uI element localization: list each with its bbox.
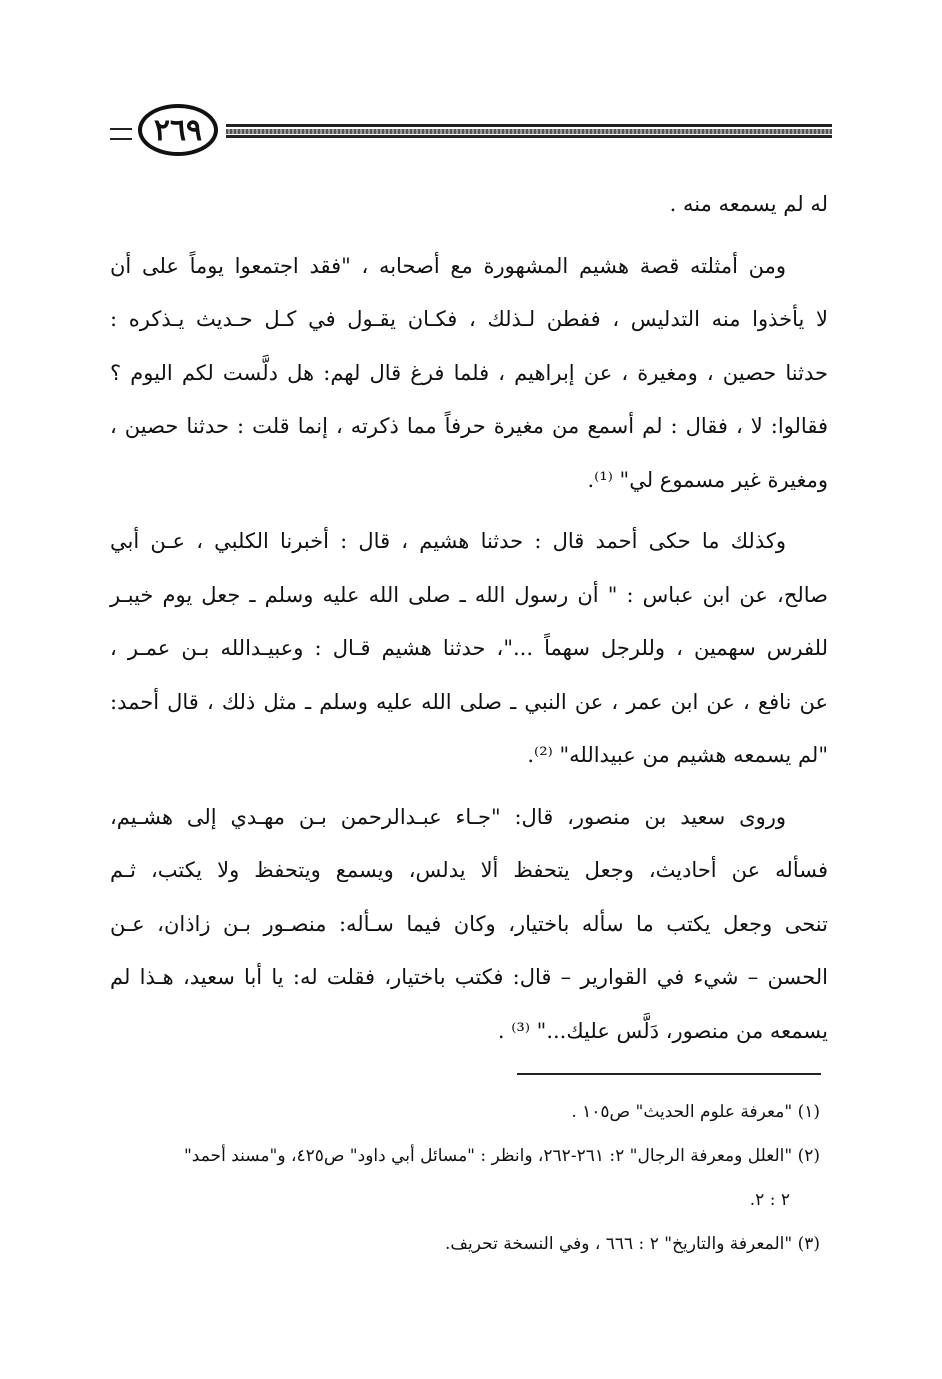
footnotes (110, 1090, 820, 1266)
text-line: له لم يسمعه منه . (669, 192, 828, 216)
main-text (110, 178, 828, 1058)
footnote: (١) "معرفة علوم الحديث" ص١٠٥ . (571, 1102, 820, 1122)
text-line: حدثنا حصين ، ومغيرة ، عن إبراهيم ، فلما فرغ قال لهم: هل دلَّست لكم اليوم ؟ (110, 360, 828, 385)
footnote: (٢) "العلل ومعرفة الرجال" ٢: ٢٦١-٢٦٢، وانظر : "مسائل أبي داود" ص٤٢٥، و"مسند أحمد" (183, 1146, 820, 1166)
footnote-continuation: ٢ : ٢. (749, 1190, 790, 1210)
header-rule-short (110, 128, 132, 140)
page-number: ٢٦٩ (153, 112, 203, 148)
header-rule-long (226, 124, 832, 138)
text-line: فقالوا: لا ، فقال : لم أسمع من مغيرة حرفاً مما ذكرته ، إنما قلت : حدثنا حصين ، (110, 414, 828, 438)
text-line: ومن أمثلته قصة هشيم المشهورة مع أصحابه ، "فقد اجتمعوا يوماً على أن (110, 253, 786, 278)
text-line: يسمعه من منصور، دَلَّس عليك..." ⁽³⁾ . (497, 1018, 828, 1043)
footnote: (٣) "المعرفة والتاريخ" ٢ : ٦٦٦ ، وفي النسخة تحريف. (445, 1234, 820, 1254)
text-line: للفرس سهمين ، وللرجل سهماً ..."، حدثنا هشيم قـال : وعبيـدالله بـن عمـر ، (110, 636, 828, 660)
text-line: فسأله عن أحاديث، وجعل يتحفظ ألا يدلس، ويسمع ويتحفظ ولا يكتب، ثـم (110, 858, 828, 882)
text-line: تنحى وجعل يكتب ما سأله باختيار، وكان فيما سـأله: منصـور بـن زاذان، عـن (110, 911, 828, 936)
text-line: لا يأخذوا منه التدليس ، ففطن لـذلك ، فكـان يقـول في كـل حـديث يـذكره : (110, 307, 828, 331)
paragraph (110, 240, 828, 508)
text-line: "لم يسمعه هشيم من عبيدالله" ⁽²⁾. (527, 743, 828, 767)
paragraph (110, 791, 828, 1059)
text-line: وكذلك ما حكى أحمد قال : حدثنا هشيم ، قال : أخبرنا الكلبي ، عـن أبي (110, 529, 786, 553)
page-number-badge (138, 104, 218, 156)
paragraph (110, 178, 828, 232)
page-header (110, 100, 832, 170)
text-line: عن نافع ، عن ابن عمر ، عن النبي ـ صلى الله عليه وسلم ـ مثل ذلك ، قال أحمد: (110, 689, 828, 714)
text-line: وروى سعيد بن منصور، قال: "جـاء عبـدالرحمن بـن مهـدي إلى هشـيم، (110, 804, 786, 829)
footnote-separator (517, 1073, 821, 1075)
text-line: صالح، عن ابن عباس : " أن رسول الله ـ صلى الله عليه وسلم ـ جعل يوم خيبـر (110, 582, 828, 607)
paragraph (110, 515, 828, 783)
text-line: الحسن – شيء في القوارير – قال: فكتب باختيار، فقلت له: يا أبا سعيد، هـذا لم (110, 965, 828, 989)
text-line: ومغيرة غير مسموع لي" ⁽¹⁾. (587, 467, 828, 492)
